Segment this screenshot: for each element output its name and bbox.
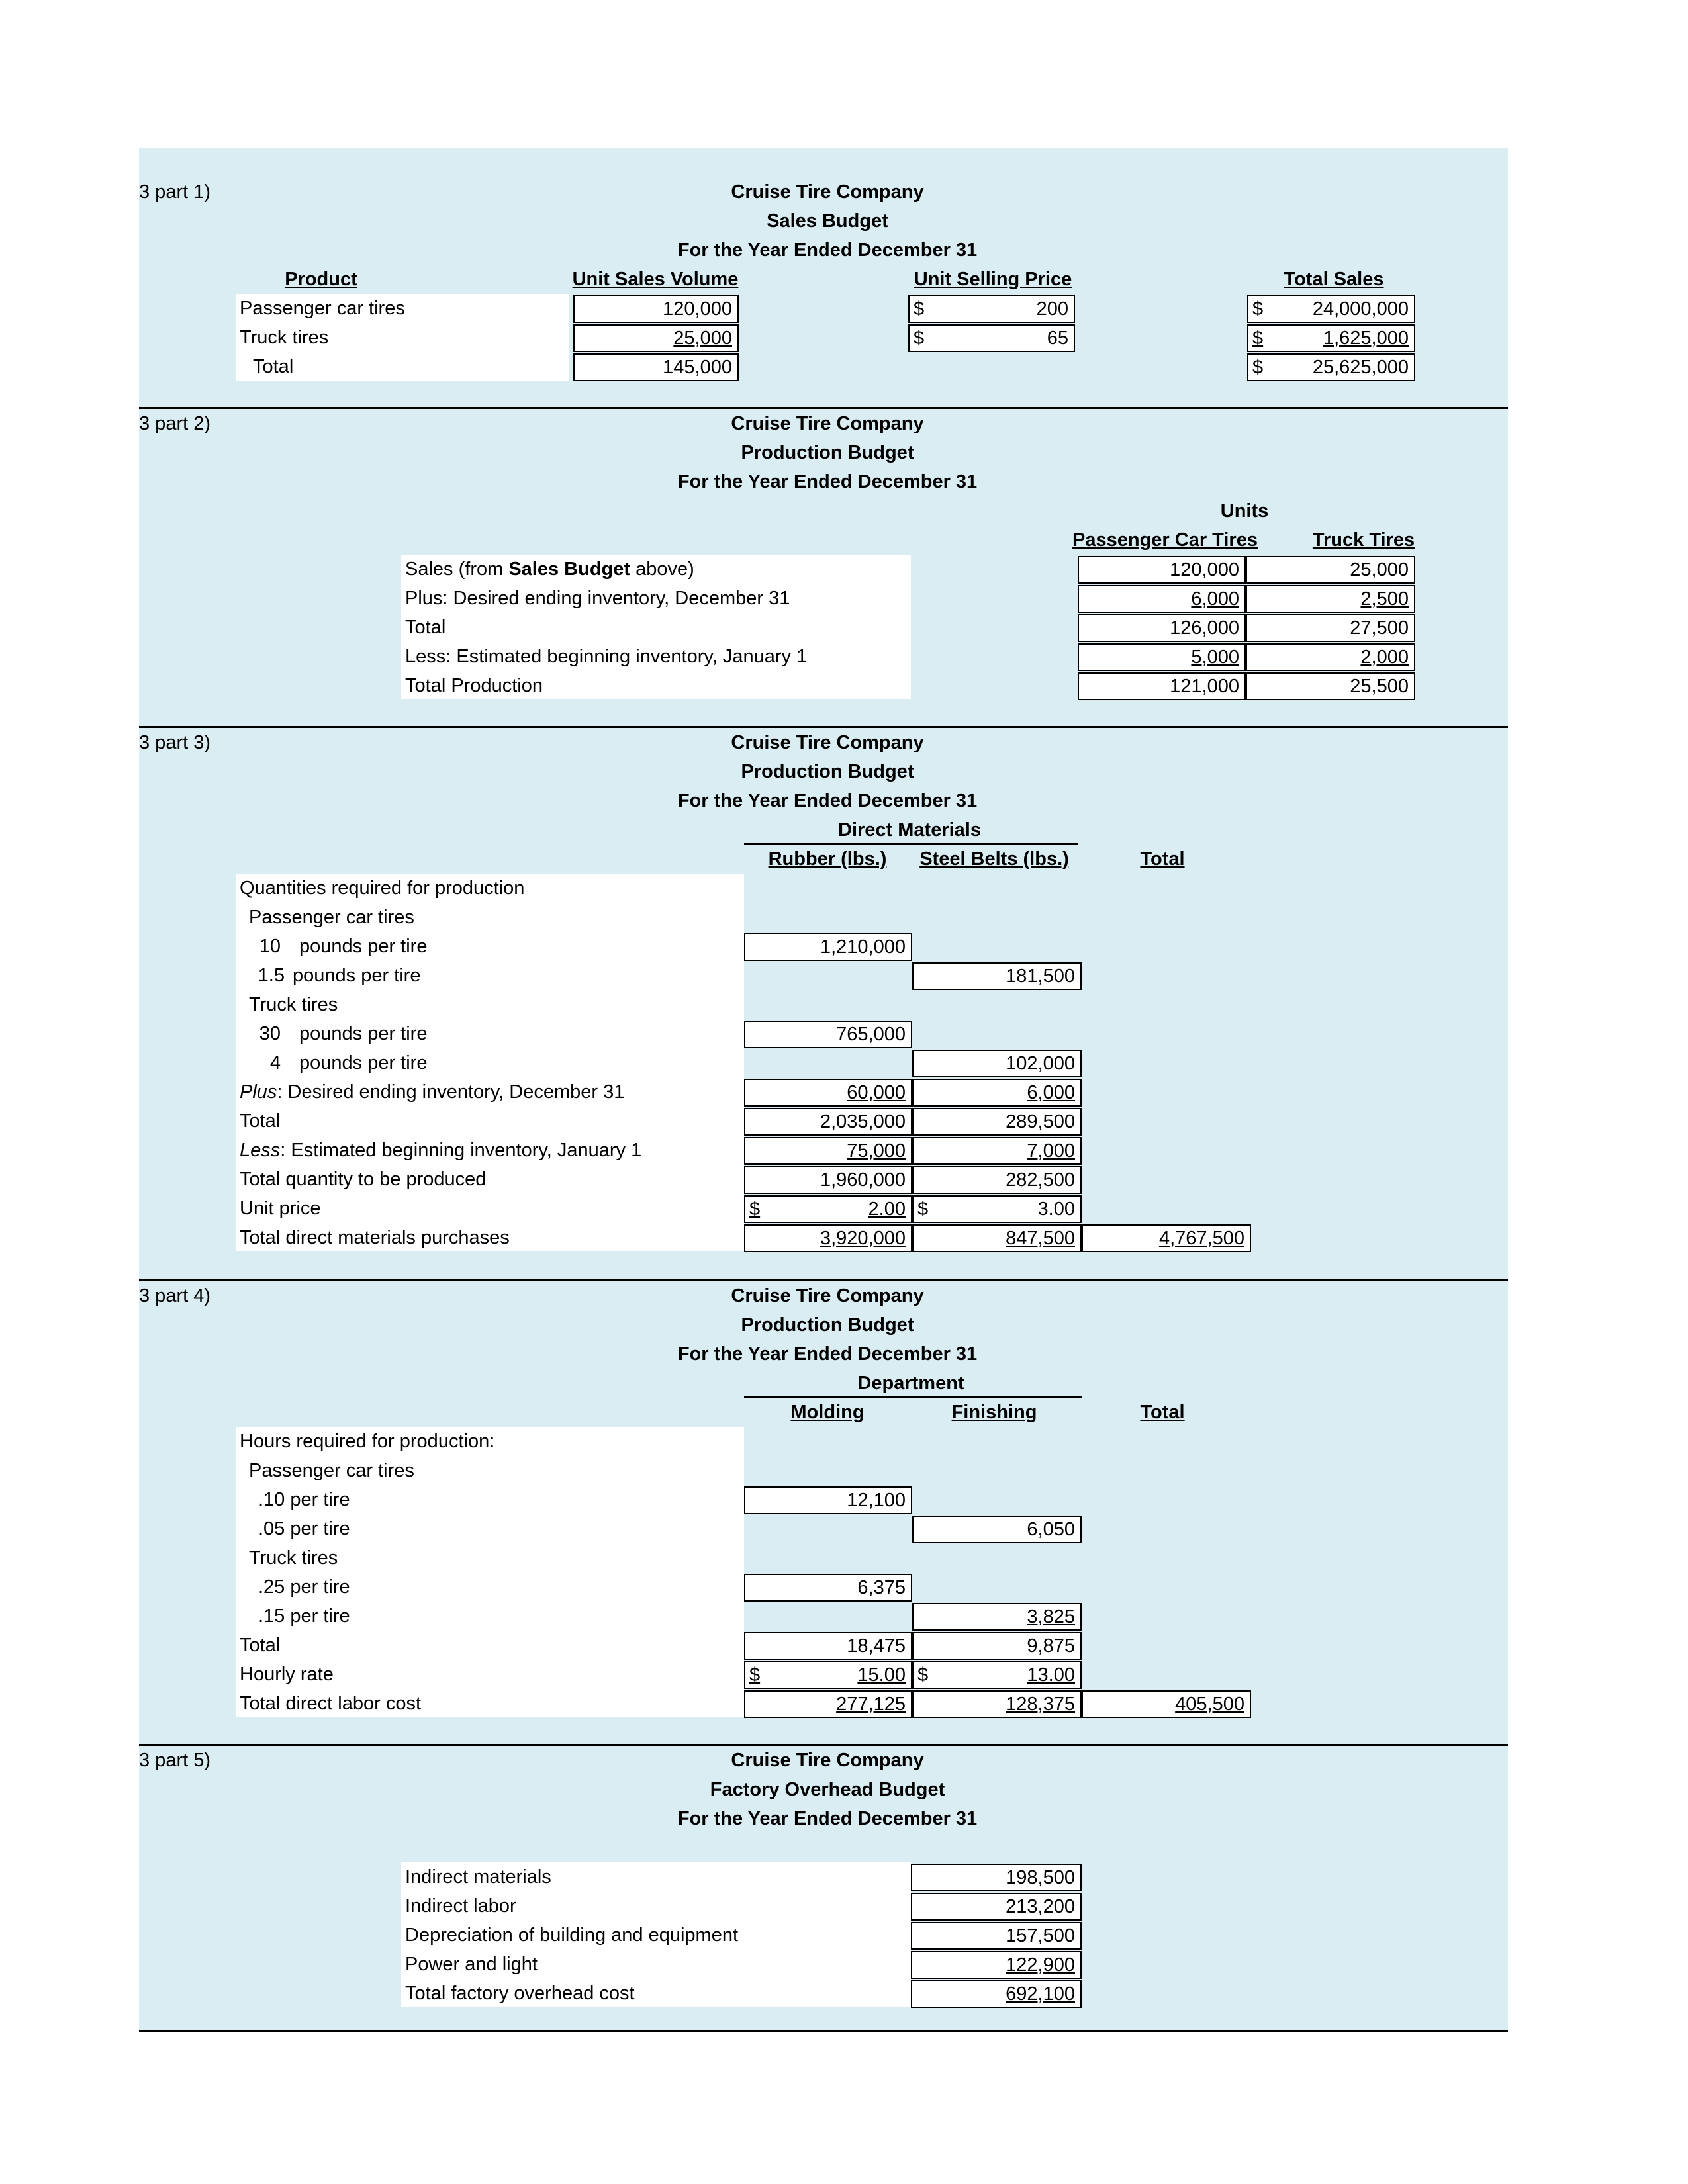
row-quantities-required: Quantities required for production: [240, 878, 525, 899]
price-passenger: $ 200: [908, 295, 1075, 323]
indirect-materials-value: 198,500: [911, 1864, 1082, 1891]
pounds-per-tire-1: pounds per tire: [299, 936, 428, 957]
row-plus-ending-inventory: Plus: Desired ending inventory, December 31: [240, 1081, 625, 1103]
part3-direct-materials-group: Direct Materials: [838, 819, 981, 841]
row-total: Total: [405, 617, 446, 638]
part3-label: 3 part 3): [139, 732, 211, 753]
row-less-beginning-inventory: Less: Estimated beginning inventory, January 1: [240, 1140, 642, 1161]
row-total: Total: [240, 1111, 281, 1132]
row-truck-tires: Truck tires: [240, 327, 329, 348]
rubber-rate-passenger: 10: [259, 936, 281, 957]
passenger-ending-inv: 6,000: [1078, 585, 1246, 613]
rubber-passenger: 1,210,000: [744, 933, 912, 961]
passenger-total: 126,000: [1078, 614, 1246, 642]
header-rubber: Rubber (lbs.): [768, 848, 887, 870]
steel-passenger: 181,500: [912, 962, 1082, 990]
steel-purchases: 847,500: [912, 1224, 1082, 1252]
truck-beginning-inv: 2,000: [1246, 643, 1415, 671]
truck-total: 27,500: [1246, 614, 1415, 642]
row-depreciation: Depreciation of building and equipment: [405, 1925, 739, 1946]
row-less-beginning-inventory: Less: Estimated beginning inventory, January 1: [405, 646, 808, 667]
header-finishing: Finishing: [951, 1402, 1037, 1423]
rubber-unit-price: $ 2.00: [744, 1195, 912, 1223]
molding-rate-truck: .25 per tire: [258, 1576, 350, 1598]
steel-quantity-produced: 282,500: [912, 1166, 1082, 1194]
rubber-purchases: 3,920,000: [744, 1224, 912, 1252]
part2-title: Production Budget: [741, 442, 914, 463]
passenger-sales: 120,000: [1078, 556, 1246, 584]
header-product: Product: [285, 269, 357, 290]
row-passenger-car-tires: Passenger car tires: [249, 907, 414, 928]
finishing-total: 9,875: [912, 1632, 1082, 1660]
row-total-direct-labor-cost: Total direct labor cost: [240, 1693, 422, 1714]
part1-period: For the Year Ended December 31: [677, 240, 978, 261]
pounds-per-tire-4: pounds per tire: [299, 1052, 428, 1073]
header-total: Total: [1140, 848, 1185, 870]
passenger-total-production: 121,000: [1078, 672, 1246, 700]
part4-label: 3 part 4): [139, 1285, 211, 1306]
rubber-beginning-inv: 75,000: [744, 1137, 912, 1165]
row-total: Total: [253, 356, 294, 377]
part4-title: Production Budget: [741, 1314, 914, 1336]
row-hourly-rate: Hourly rate: [240, 1664, 334, 1685]
steel-beginning-inv: 7,000: [912, 1137, 1082, 1165]
row-total-factory-overhead: Total factory overhead cost: [405, 1983, 635, 2004]
row-hours-required: Hours required for production:: [240, 1431, 495, 1452]
part1-company: Cruise Tire Company: [731, 181, 924, 203]
volume-truck: 25,000: [573, 324, 739, 352]
row-passenger-car-tires: Passenger car tires: [240, 298, 405, 319]
part4-period: For the Year Ended December 31: [677, 1343, 978, 1365]
molding-passenger: 12,100: [744, 1486, 912, 1514]
part4-company: Cruise Tire Company: [731, 1285, 924, 1306]
row-indirect-labor: Indirect labor: [405, 1895, 516, 1917]
header-unit-sales-volume: Unit Sales Volume: [572, 269, 739, 290]
pounds-per-tire-2: pounds per tire: [293, 965, 421, 986]
header-passenger-car-tires: Passenger Car Tires: [1072, 529, 1258, 551]
power-and-light-value: 122,900: [911, 1951, 1082, 1979]
rubber-truck: 765,000: [744, 1021, 912, 1048]
total-factory-overhead-value: 692,100: [911, 1980, 1082, 2008]
finishing-passenger: 6,050: [912, 1516, 1082, 1543]
row-truck-tires: Truck tires: [249, 1547, 338, 1569]
row-truck-tires: Truck tires: [249, 994, 338, 1015]
header-molding: Molding: [790, 1402, 865, 1423]
part3-period: For the Year Ended December 31: [677, 790, 978, 811]
depreciation-value: 157,500: [911, 1922, 1082, 1950]
row-unit-price: Unit price: [240, 1198, 321, 1219]
volume-total: 145,000: [573, 353, 739, 381]
row-total: Total: [240, 1635, 281, 1656]
part1-label: 3 part 1): [139, 181, 211, 203]
header-truck-tires: Truck Tires: [1312, 529, 1415, 551]
total-sales-total: $ 25,625,000: [1247, 353, 1415, 381]
part3-title: Production Budget: [741, 761, 914, 782]
finishing-hourly-rate: $ 13.00: [912, 1661, 1082, 1689]
total-labor-cost: 405,500: [1082, 1690, 1251, 1718]
part5-period: For the Year Ended December 31: [677, 1808, 978, 1829]
steel-rate-passenger: 1.5: [258, 965, 285, 986]
part3-company: Cruise Tire Company: [731, 732, 924, 753]
row-plus-ending-inventory: Plus: Desired ending inventory, December 31: [405, 588, 790, 609]
price-truck: $ 65: [908, 324, 1075, 352]
steel-truck: 102,000: [912, 1050, 1082, 1077]
part2-label: 3 part 2): [139, 413, 211, 434]
finishing-truck: 3,825: [912, 1603, 1082, 1631]
part4-department-group: Department: [857, 1373, 964, 1394]
part2-company: Cruise Tire Company: [731, 413, 924, 434]
row-total-quantity-produced: Total quantity to be produced: [240, 1169, 487, 1190]
steel-total: 289,500: [912, 1108, 1082, 1136]
separator-5: [139, 2030, 1508, 2032]
indirect-labor-value: 213,200: [911, 1893, 1082, 1921]
pounds-per-tire-3: pounds per tire: [299, 1023, 428, 1044]
header-steel-belts: Steel Belts (lbs.): [919, 848, 1069, 870]
total-purchases: 4,767,500: [1082, 1224, 1251, 1252]
header-unit-selling-price: Unit Selling Price: [914, 269, 1072, 290]
row-power-and-light: Power and light: [405, 1954, 538, 1975]
molding-hourly-rate: $ 15.00: [744, 1661, 912, 1689]
row-sales: Sales (from Sales Budget above): [405, 559, 694, 580]
molding-rate-passenger: .10 per tire: [258, 1489, 350, 1510]
header-total: Total: [1140, 1402, 1185, 1423]
molding-truck: 6,375: [744, 1574, 912, 1602]
part5-label: 3 part 5): [139, 1750, 211, 1771]
finishing-rate-truck: .15 per tire: [258, 1606, 350, 1627]
part5-company: Cruise Tire Company: [731, 1750, 924, 1771]
row-indirect-materials: Indirect materials: [405, 1866, 551, 1888]
rubber-quantity-produced: 1,960,000: [744, 1166, 912, 1194]
total-sales-truck: $ 1,625,000: [1247, 324, 1415, 352]
finishing-labor-cost: 128,375: [912, 1690, 1082, 1718]
truck-sales: 25,000: [1246, 556, 1415, 584]
truck-ending-inv: 2,500: [1246, 585, 1415, 613]
total-sales-passenger: $ 24,000,000: [1247, 295, 1415, 323]
row-passenger-car-tires: Passenger car tires: [249, 1460, 414, 1481]
steel-rate-truck: 4: [269, 1052, 281, 1073]
rubber-total: 2,035,000: [744, 1108, 912, 1136]
rubber-ending-inv: 60,000: [744, 1079, 912, 1107]
row-total-direct-materials-purchases: Total direct materials purchases: [240, 1227, 510, 1248]
molding-total: 18,475: [744, 1632, 912, 1660]
passenger-beginning-inv: 5,000: [1078, 643, 1246, 671]
steel-unit-price: $ 3.00: [912, 1195, 1082, 1223]
row-total-production: Total Production: [405, 675, 543, 696]
molding-labor-cost: 277,125: [744, 1690, 912, 1718]
finishing-rate-passenger: .05 per tire: [258, 1518, 350, 1539]
truck-total-production: 25,500: [1246, 672, 1415, 700]
part2-units-group: Units: [1220, 500, 1269, 522]
part5-title: Factory Overhead Budget: [710, 1779, 945, 1800]
steel-ending-inv: 6,000: [912, 1079, 1082, 1107]
rubber-rate-truck: 30: [259, 1023, 281, 1044]
part2-period: For the Year Ended December 31: [677, 471, 978, 492]
part1-title: Sales Budget: [767, 210, 888, 232]
volume-passenger: 120,000: [573, 295, 739, 323]
header-total-sales: Total Sales: [1284, 269, 1384, 290]
